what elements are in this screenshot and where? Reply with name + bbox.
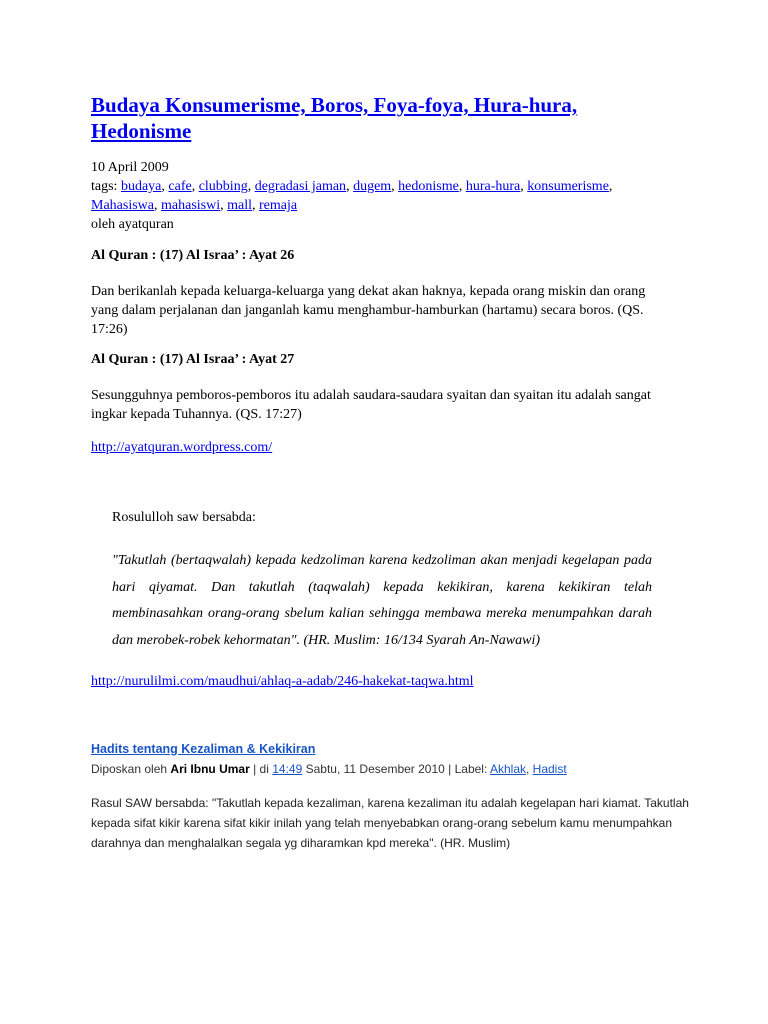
tag-link[interactable]: clubbing: [198, 179, 248, 194]
tag-link[interactable]: mall: [227, 198, 252, 213]
verse2-heading: Al Quran : (17) Al Israa’ : Ayat 27: [91, 352, 295, 367]
tag-link[interactable]: konsumerisme: [527, 179, 609, 194]
tag-link[interactable]: remaja: [259, 198, 298, 213]
tag-link[interactable]: cafe: [168, 179, 192, 194]
post-date: Sabtu, 11 Desember 2010 | Label:: [305, 762, 488, 776]
post-time-link[interactable]: 14:49: [272, 762, 303, 776]
post-title-link[interactable]: Hadits tentang Kezaliman & Kekikiran: [91, 742, 316, 756]
post-body: Rasul SAW bersabda: "Takutlah kepada kezaliman, karena kezaliman itu adalah kegelapan hari kiamat. Takutlah kepada sifat kikir karena sifat kikir inilah yang telah menyebabkan orang-orang sebelum kamu menumpahkan darahnya dan menghalalkan segala yg diharamkan kpd mereka". (HR. Muslim): [91, 796, 689, 850]
article-title: [91, 92, 611, 144]
source-link-line: [91, 438, 272, 457]
label-link[interactable]: Hadist: [532, 762, 567, 776]
tag-list: tags: budaya, cafe, clubbing, degradasi jaman, dugem, hedonisme, hura-hura, konsumerisme, Mahasiswa, mahasiswi, mall, remaja: [91, 179, 613, 213]
quote-source-link[interactable]: http://nurulilmi.com/maudhui/ahlaq-a-adab/246-hakekat-taqwa.html: [91, 674, 474, 689]
post-title: [91, 741, 315, 758]
article-meta: [91, 158, 671, 234]
hadith-quote: "Takutlah (bertaqwalah) kepada kedzoliman karena kedzoliman akan menjadi kegelapan pada hari qiyamat. Dan takutlah (taqwalah) kepada kekikiran, karena kekikiran telah membinasahkan orang-orang sbelum kalian sehingga membawa mereka menumpahkan darah dan merobek-robek kehormatan". (HR. Muslim: 16/134 Syarah An-Nawawi): [112, 553, 652, 648]
quote-source-line: [91, 672, 474, 691]
verse2-text: Sesungguhnya pemboros-pemboros itu adalah saudara-saudara syaitan dan syaitan itu adalah sangat ingkar kepada Tuhannya. (QS. 17:27): [91, 388, 651, 422]
tags-label: tags:: [91, 179, 118, 194]
label-link[interactable]: Akhlak: [489, 762, 526, 776]
post-author: Ari Ibnu Umar: [170, 762, 250, 776]
tag-link[interactable]: degradasi jaman: [254, 179, 347, 194]
tag-link[interactable]: hura-hura: [465, 179, 521, 194]
verse1-heading: Al Quran : (17) Al Israa’ : Ayat 26: [91, 248, 295, 263]
posted-by-label: Diposkan oleh: [91, 762, 168, 776]
quote-intro: Rosululloh saw bersabda:: [112, 510, 256, 525]
meta-separator: | di: [253, 762, 269, 776]
tag-link[interactable]: Mahasiswa: [91, 198, 154, 213]
article-date: 10 April 2009: [91, 160, 169, 175]
tag-link[interactable]: mahasiswi: [161, 198, 221, 213]
article-title-link[interactable]: Budaya Konsumerisme, Boros, Foya-foya, Hura-hura, Hedonisme: [91, 93, 578, 143]
source-link[interactable]: http://ayatquran.wordpress.com/: [91, 440, 273, 455]
verse1-text: Dan berikanlah kepada keluarga-keluarga yang dekat akan haknya, kepada orang miskin dan orang yang dalam perjalanan dan janganlah kamu menghambur-hamburkan (hartamu) secara boros. (QS. 17:26): [91, 284, 646, 337]
tag-link[interactable]: hedonisme: [398, 179, 459, 194]
tag-link[interactable]: budaya: [120, 179, 162, 194]
author-line: oleh ayatquran: [91, 217, 174, 232]
tag-link[interactable]: dugem: [353, 179, 392, 194]
post-meta: Diposkan oleh Ari Ibnu Umar | di 14:49 Sabtu, 11 Desember 2010 | Label: Akhlak, Hadist: [91, 762, 567, 776]
